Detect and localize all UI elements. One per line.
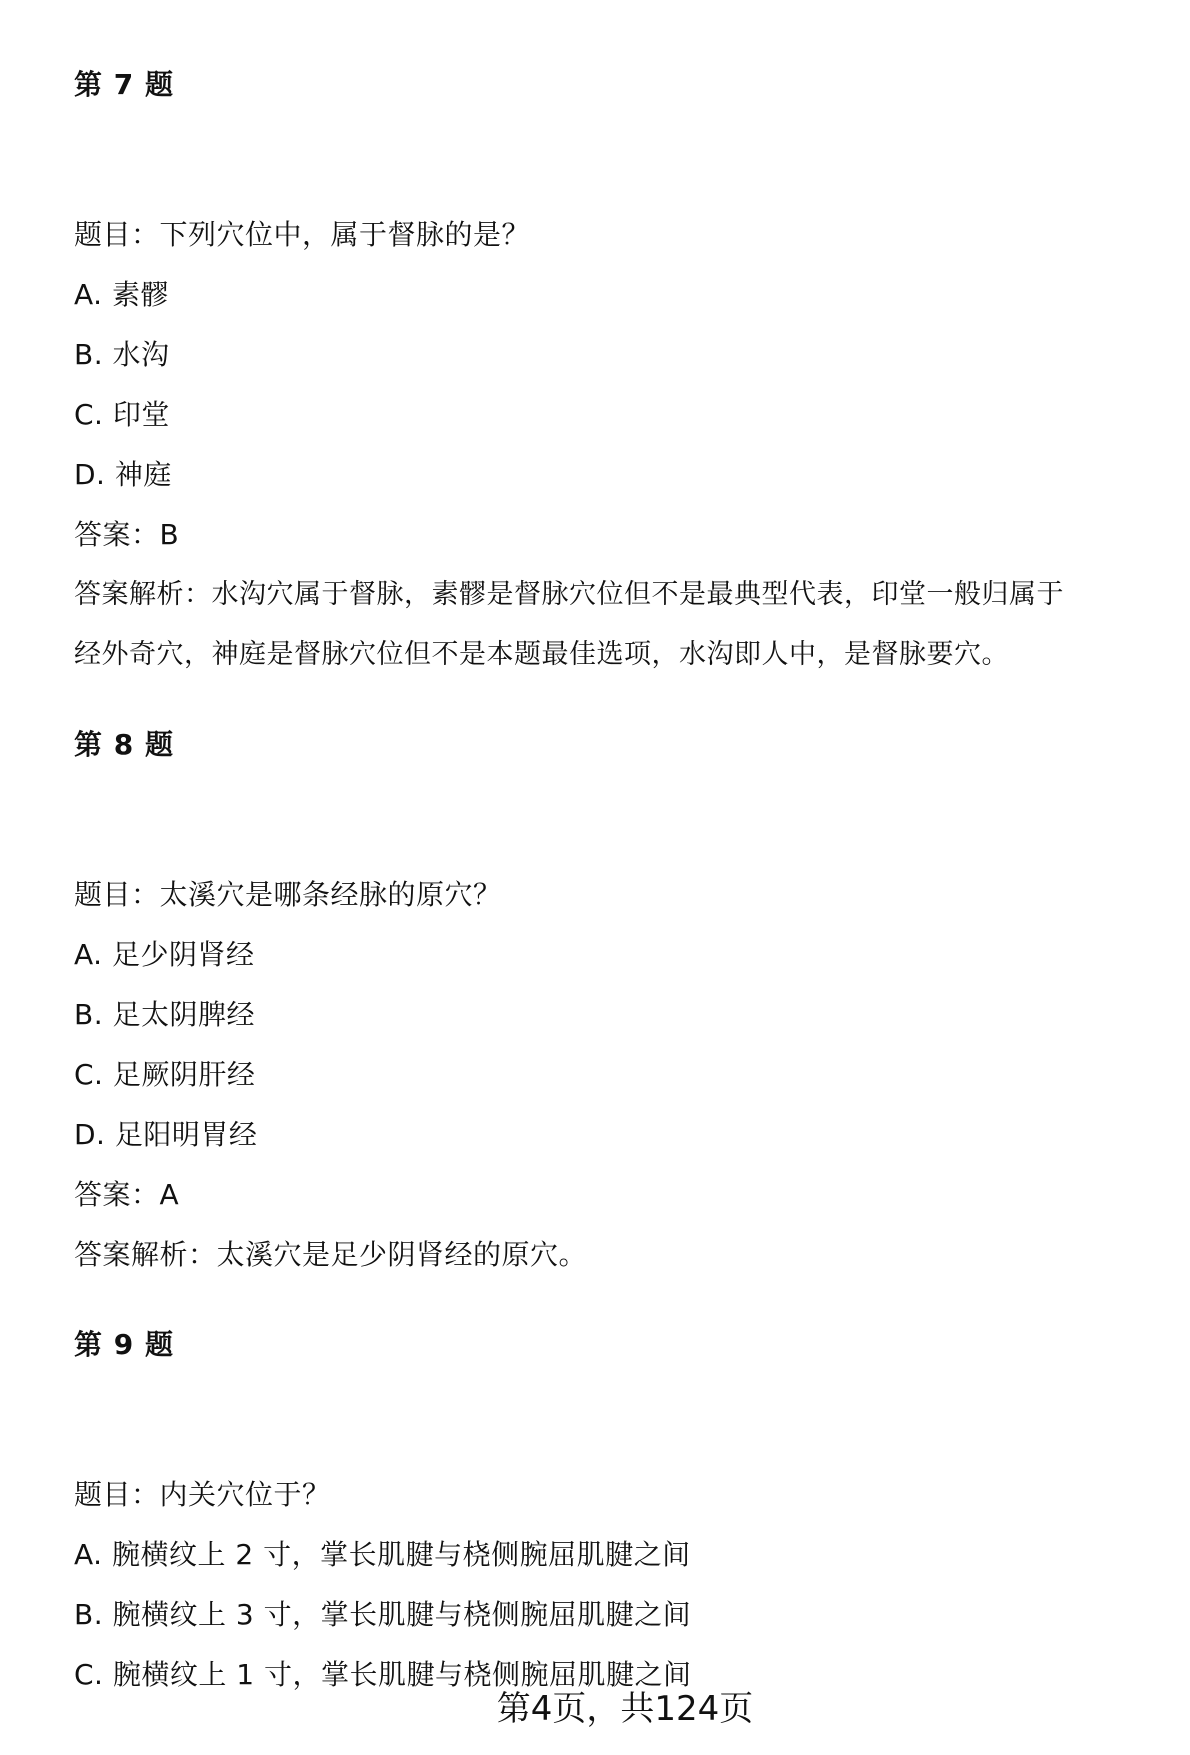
question-8-heading: 第 8 题 [74,728,174,761]
question-7-option-a: A. 素髎 [74,278,169,311]
question-9-option-a: A. 腕横纹上 2 寸，掌长肌腱与桡侧腕屈肌腱之间 [74,1538,691,1571]
question-7-analysis-line-1: 答案解析：水沟穴属于督脉，素髎是督脉穴位但不是最典型代表，印堂一般归属于 [74,579,1064,610]
page-number-footer: 第4页，共124页 [496,1689,754,1729]
question-8-analysis: 答案解析：太溪穴是足少阴肾经的原穴。 [74,1238,588,1271]
question-7-option-b: B. 水沟 [74,338,170,371]
question-7-option-d: D. 神庭 [74,458,172,491]
question-8-option-c: C. 足厥阴肝经 [74,1058,256,1091]
question-8-text: 题目：太溪穴是哪条经脉的原穴？ [74,878,502,911]
question-7-analysis-line-2: 经外奇穴，神庭是督脉穴位但不是本题最佳选项，水沟即人中，是督脉要穴。 [74,639,1009,670]
question-9-text: 题目：内关穴位于？ [74,1478,331,1511]
question-7-text: 题目：下列穴位中，属于督脉的是？ [74,218,531,251]
question-8-option-b: B. 足太阴脾经 [74,998,256,1031]
question-7-option-c: C. 印堂 [74,398,170,431]
question-9-option-c: C. 腕横纹上 1 寸，掌长肌腱与桡侧腕屈肌腱之间 [74,1658,692,1691]
question-9-option-b: B. 腕横纹上 3 寸，掌长肌腱与桡侧腕屈肌腱之间 [74,1598,692,1631]
question-7-heading: 第 7 题 [74,68,174,101]
question-8-option-d: D. 足阳明胃经 [74,1118,258,1151]
question-7-answer: 答案：B [74,518,180,551]
question-9-heading: 第 9 题 [74,1328,174,1361]
question-8-answer: 答案：A [74,1178,180,1211]
question-8-option-a: A. 足少阴肾经 [74,938,255,971]
